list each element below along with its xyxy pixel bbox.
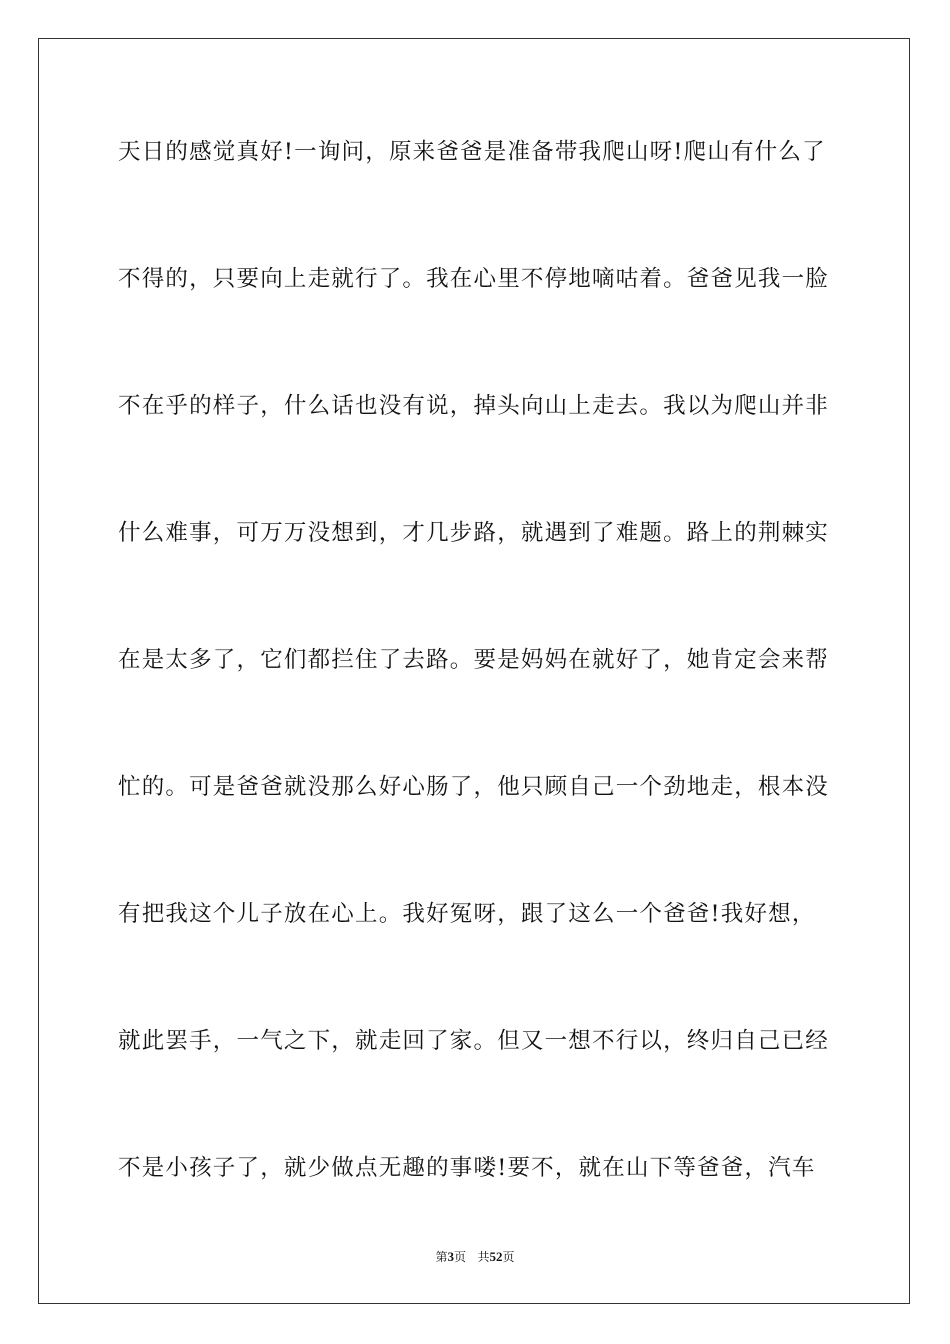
total-prefix: 共 xyxy=(477,1250,490,1264)
text-line: 不是小孩子了，就少做点无趣的事喽!要不，就在山下等爸爸，汽车 xyxy=(118,1155,816,1181)
text-line: 有把我这个儿子放在心上。我好冤呀，跟了这么一个爸爸!我好想， xyxy=(118,901,816,927)
total-pages: 52 xyxy=(489,1249,503,1264)
text-line: 不得的，只要向上走就行了。我在心里不停地嘀咕着。爸爸见我一脸 xyxy=(118,266,830,292)
text-line: 天日的感觉真好!一询问，原来爸爸是准备带我爬山呀!爬山有什么了 xyxy=(118,139,826,165)
page-prefix: 第 xyxy=(435,1250,448,1264)
text-line: 就此罢手，一气之下，就走回了家。但又一想不行以，终归自己已经 xyxy=(118,1028,830,1054)
text-line: 在是太多了，它们都拦住了去路。要是妈妈在就好了，她肯定会来帮 xyxy=(118,647,830,673)
page-suffix: 页 xyxy=(454,1250,467,1264)
text-line: 忙的。可是爸爸就没那么好心肠了，他只顾自己一个劲地走，根本没 xyxy=(118,774,830,800)
page-number: 3 xyxy=(447,1249,454,1264)
text-line: 什么难事，可万万没想到，才几步路，就遇到了难题。路上的荆棘实 xyxy=(118,520,830,546)
document-body xyxy=(118,118,838,1261)
text-line: 不在乎的样子，什么话也没有说，掉头向山上走去。我以为爬山并非 xyxy=(118,393,830,419)
page-footer xyxy=(0,1248,950,1265)
total-suffix: 页 xyxy=(502,1250,515,1264)
